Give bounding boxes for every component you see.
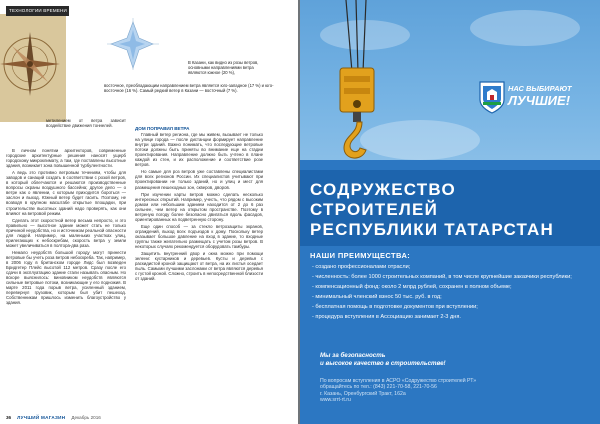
contact-phone: обращайтесь по тел.: (843) 221-70-58, 221-70-56	[320, 384, 437, 391]
paragraph: А ведь это противно ветровым течениям, чтобы для заводов и санаций создать в соответствии с розой ветров, в который облегчаются и решаются производственные вопросы охраны воздушного бассейна; другое дело — о ветре как о явлении, с которым приходится бороться — заслон и выход. Южный ветер будет гасить. Поэтому, не возводя в крупном масштабе открытые площадки, при строительстве высотных зданий надо проверять, как они влияют на ветровой режим.	[6, 170, 126, 216]
advantages-list	[312, 264, 596, 324]
left-page	[0, 0, 298, 424]
slogan-line-1: Мы за безопасность	[320, 352, 386, 359]
page-number: 36	[6, 414, 12, 420]
paragraph: Главный ветер региона, где мы живем, вызывает не только на улице города — после дистанции формирует направление внутри зданий. Важно понимать, что последующие ветровые потоки должны быть приняты во внимание еще на стадии проектирования. Направление должно быть учтено в плане каждой из стен, и их расположение и соответствие розе ветров.	[135, 132, 263, 168]
page-footer	[0, 410, 298, 424]
slogan-line-2: и высокое качество в строительстве!	[320, 359, 446, 367]
list-item: - бесплатная помощь в подготовке документов при вступлении;	[312, 304, 478, 310]
paragraph: Немало неудобств большой городу могут принести ветровые бы учеть роза ветров небоскреба. Так, например, в 2006 году в британском городе Лидс был возведен Бридгетер Плейс высотой 112 метров. Сразу после его сдачи в эксплуатацию здание стали называть опасным. Но вскоре выяснилось: виновником неудобств являются сильные ветровые потоки, возникающие у его подножия. В марте 2011 года порыв ветра, усиленный зданием, перевернул грузовик, которым был убит пешеход. Собственникам пришлось изменить благоустройство у здания.	[6, 249, 126, 306]
figure-caption-1: В Казани, как видно из розы ветров, основными направлениями ветра являются южное (20 %),	[188, 60, 259, 76]
compass-rose-illustration	[0, 14, 66, 122]
figure-caption-2: восточное, преобладающим направлением ветра является юго-западное (17 %) и юго-восточное (16 %). Самый редкий ветер в Казани — восточный (7 %).	[104, 83, 274, 94]
paragraph: Защитить внутренний двор и окна можно при помощи зелени: кустарников и деревьев. Кусты и деревья с раскидистой кроной защищают от ветра, на их листья оседает пыль. Самыми лучшими заслонами от ветра являются деревья с густой кроной. Сложно, строить в непосредственной близости от зданий.	[135, 251, 263, 282]
article-column-1	[6, 148, 126, 404]
paragraph: Сделать этот скоростной ветер весьма непросто, и это правильно — высотное здание может стать не только причиной неудобства, но и источником реальной опасности для людей. Например, на маленьких участках улиц, прилегающих к небоскребам, скорость ветра у земли может увеличиваться в полтора-два раза.	[6, 217, 126, 248]
list-item: - создано профессионалами отрасли;	[312, 264, 411, 270]
contact-line-1: По вопросам вступления в АСРО «Содружество строителей РТ»	[320, 378, 477, 384]
list-item: - процедура вступления в Ассоциацию занимает 2-3 дня.	[312, 314, 461, 320]
article-column-2	[135, 126, 263, 410]
section-rubric: ТЕХНОЛОГИИ ВРЕМЕНИ	[6, 6, 69, 16]
advantages-title: НАШИ ПРЕИМУЩЕСТВА:	[310, 251, 411, 260]
section-title: ДОМ ПОПРАВИЛ ВЕТРА	[135, 126, 190, 131]
tagline-bottom: ЛУЧШИЕ!	[508, 93, 571, 108]
wind-rose-diagram	[103, 16, 163, 72]
issue-date: Декабрь 2016	[71, 414, 101, 420]
contact-address: г. Казань, Оренбургский Тракт, 162а	[320, 390, 406, 397]
association-emblem-icon	[478, 80, 506, 114]
paragraph: Еще один способ — за стекло ветрозащиты экранов, ограждений, выход всех подъездов к дому. Поскольку ветер оказывает большое давление на вход в здание, то входные группы также желательно размещать с учетом розы ветров. В некоторых случаях рекомендуется оборудовать тамбуры.	[135, 223, 263, 250]
slogan	[320, 352, 520, 367]
headline-line-1: СОДРУЖЕСТВО	[310, 180, 456, 199]
contact-info	[320, 378, 560, 404]
right-page-advertisement	[300, 0, 600, 424]
list-item: - минимальный членский взнос 50 тыс. руб. в год;	[312, 294, 442, 300]
headline-line-2: СТРОИТЕЛЕЙ	[310, 200, 439, 219]
paragraph: Но самые для роз ветров уже составлены специалистами для всех регионов России. Их специалистов учитывают при проектировании не только зданий, но и улиц и мест для размещения пешеходных зон, скверов, дворов.	[135, 169, 263, 190]
paragraph: При изучении карты ветров можно сделать несколько интересных открытий. Например, учесть, что рядом с высоким домом или небольшим зданием находится от 2 до 6 раз сильнее, чем ветер на открытом пространстве. Поэтому в ветреную погоду более безопасно двигаться вдоль фасадов, ориентированных на подветренную сторону.	[135, 191, 263, 222]
list-item: - численность: более 1000 строительных компаний, в том числе крупнейшие заказчики республики;	[312, 274, 572, 280]
organization-headline	[310, 180, 600, 240]
magazine-name: ЛУЧШИЙ МАГАЗИН	[17, 414, 66, 420]
headline-line-3: РЕСПУБЛИКИ ТАТАРСТАН	[310, 220, 554, 239]
tagline-top: НАС ВЫБИРАЮТ	[508, 84, 572, 93]
paragraph: В личном понятии архитекторов, современные городские архитектурные решения наносят ущерб городскому микроклимату, а там, где поставлены высотные здания, возникает зона повышенной турбулентности.	[6, 148, 126, 169]
column1-lead: метилением от ветра зависит воздействие движения тоннелей.	[46, 118, 126, 129]
list-item: - компенсационный фонд: около 2 млрд рублей, сохранен в полном объеме;	[312, 284, 512, 290]
contact-website[interactable]: www.srrt-rt.ru	[320, 397, 351, 404]
